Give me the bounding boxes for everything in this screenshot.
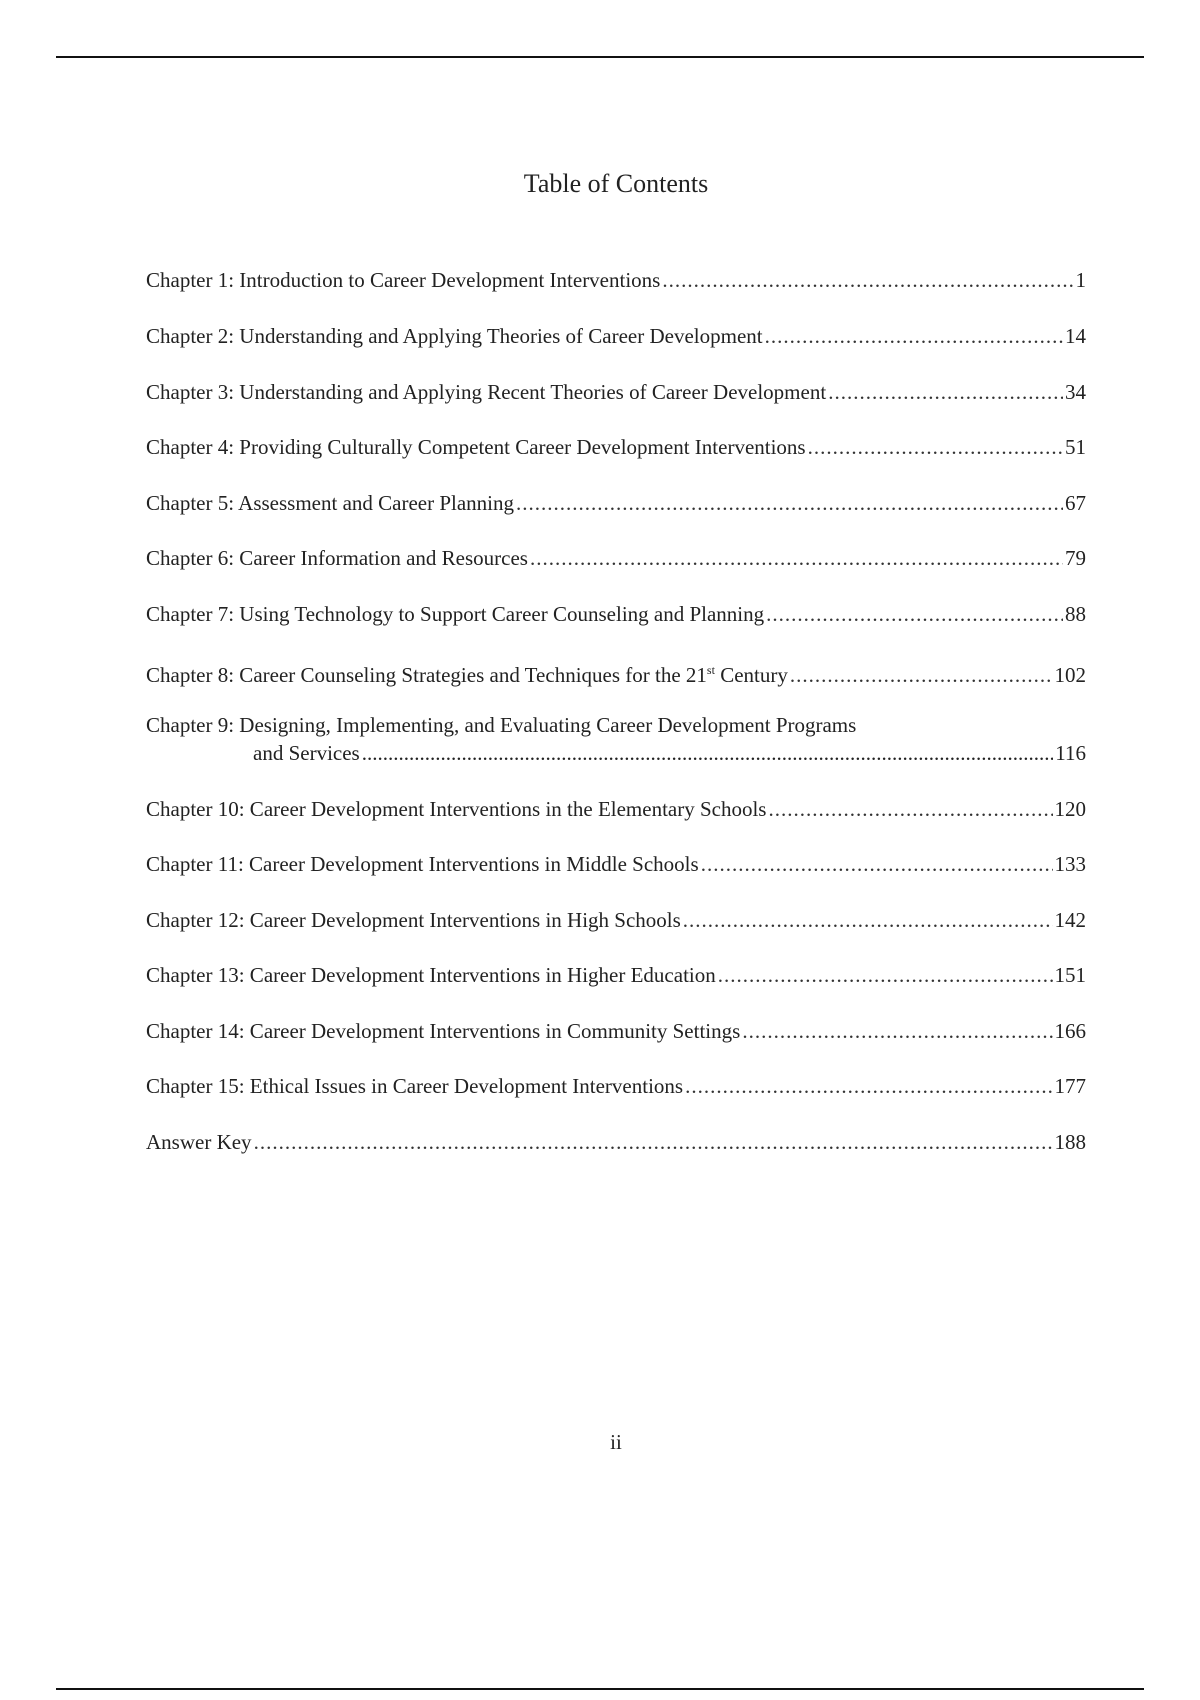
dot-leader <box>516 489 1063 517</box>
dot-leader <box>790 661 1053 689</box>
toc-entry-answer-key[interactable] <box>146 1128 1086 1156</box>
toc-entry-chapter-3[interactable] <box>146 378 1086 406</box>
dot-leader <box>742 1017 1052 1045</box>
toc-entry-label: Chapter 1: Introduction to Career Development Interventions <box>146 268 661 292</box>
dot-leader <box>530 544 1063 572</box>
dot-leader <box>765 322 1063 350</box>
footer-rule <box>56 1688 1144 1690</box>
toc-entry-label <box>146 656 788 689</box>
toc-entry-label: and Services <box>253 741 360 765</box>
toc-entry-page: 188 <box>1054 1130 1086 1154</box>
header-rule <box>56 56 1144 58</box>
toc-entry-chapter-4[interactable] <box>146 433 1086 461</box>
toc-entry-page: 14 <box>1065 324 1086 348</box>
toc-entry-page: 133 <box>1054 852 1086 876</box>
toc-entry-page: 116 <box>1055 741 1086 765</box>
toc-entry-continuation <box>146 739 1086 767</box>
dot-leader <box>828 378 1063 406</box>
toc-entry-page: 166 <box>1054 1019 1086 1043</box>
dot-leader <box>685 1072 1052 1100</box>
dot-leader <box>768 795 1052 823</box>
toc-entry-page: 34 <box>1065 380 1086 404</box>
toc-entry-chapter-6[interactable] <box>146 544 1086 572</box>
toc-entry-page: 67 <box>1065 491 1086 515</box>
toc-entry-label: Chapter 7: Using Technology to Support Career Counseling and Planning <box>146 602 765 626</box>
page-number: ii <box>610 1430 622 1454</box>
toc-entry-label: Chapter 2: Understanding and Applying Theories of Career Development <box>146 324 763 348</box>
toc-entry-page: 120 <box>1054 797 1086 821</box>
ordinal-superscript: st <box>706 663 715 677</box>
toc-entry-chapter-10[interactable] <box>146 795 1086 823</box>
dot-leader <box>718 961 1053 989</box>
dot-leader <box>254 1128 1053 1156</box>
toc-entry-chapter-8[interactable] <box>146 656 1086 689</box>
toc-entry-chapter-13[interactable] <box>146 961 1086 989</box>
toc-entry-label: Chapter 6: Career Information and Resources <box>146 546 528 570</box>
toc-entry-label: Chapter 12: Career Development Interventions in High Schools <box>146 908 681 932</box>
page-title: Table of Contents <box>523 169 709 198</box>
toc-entry-label: Chapter 3: Understanding and Applying Recent Theories of Career Development <box>146 380 827 404</box>
dot-leader <box>683 906 1053 934</box>
toc-entry-chapter-15[interactable] <box>146 1072 1086 1100</box>
toc-entry-chapter-1[interactable] <box>146 266 1086 294</box>
toc-entry-label: Chapter 11: Career Development Interventions in Middle Schools <box>146 852 699 876</box>
toc-entry-chapter-2[interactable] <box>146 322 1086 350</box>
toc-entry-page: 102 <box>1054 663 1086 687</box>
dot-leader <box>766 600 1063 628</box>
toc-entry-label: Chapter 14: Career Development Interventions in Community Settings <box>146 1019 741 1043</box>
toc-entry-label-text: Chapter 8: Career Counseling Strategies and Techniques for the 21 <box>146 663 707 687</box>
dot-leader <box>808 433 1063 461</box>
toc-entry-label: Chapter 10: Career Development Interventions in the Elementary Schools <box>146 797 767 821</box>
toc-entry-chapter-9[interactable] <box>146 711 1086 767</box>
toc-entry-label: Chapter 13: Career Development Interventions in Higher Education <box>146 963 716 987</box>
toc-entry-page: 142 <box>1054 908 1086 932</box>
toc-entry-chapter-5[interactable] <box>146 489 1086 517</box>
toc-entry-chapter-12[interactable] <box>146 906 1086 934</box>
toc-entry-label: Answer Key <box>146 1130 252 1154</box>
dot-leader <box>362 739 1054 767</box>
toc-entry-label: Chapter 15: Ethical Issues in Career Development Interventions <box>146 1074 684 1098</box>
toc-entry-page: 79 <box>1065 546 1086 570</box>
toc-entry-page: 1 <box>1075 268 1086 292</box>
toc-entry-chapter-14[interactable] <box>146 1017 1086 1045</box>
toc-entry-label: Chapter 9: Designing, Implementing, and Evaluating Career Development Programs <box>146 713 857 737</box>
toc-entry-label: Chapter 4: Providing Culturally Competent Career Development Interventions <box>146 435 806 459</box>
toc-entry-page: 88 <box>1065 602 1086 626</box>
toc-entry-label-text: Century <box>714 663 788 687</box>
toc-entry-page: 151 <box>1054 963 1086 987</box>
toc-entry-page: 177 <box>1054 1074 1086 1098</box>
toc-entry-page: 51 <box>1065 435 1086 459</box>
toc-entry-chapter-11[interactable] <box>146 850 1086 878</box>
dot-leader <box>701 850 1053 878</box>
toc-entry-label: Chapter 5: Assessment and Career Planning <box>146 491 515 515</box>
dot-leader <box>662 266 1073 294</box>
toc-entry-chapter-7[interactable] <box>146 600 1086 628</box>
